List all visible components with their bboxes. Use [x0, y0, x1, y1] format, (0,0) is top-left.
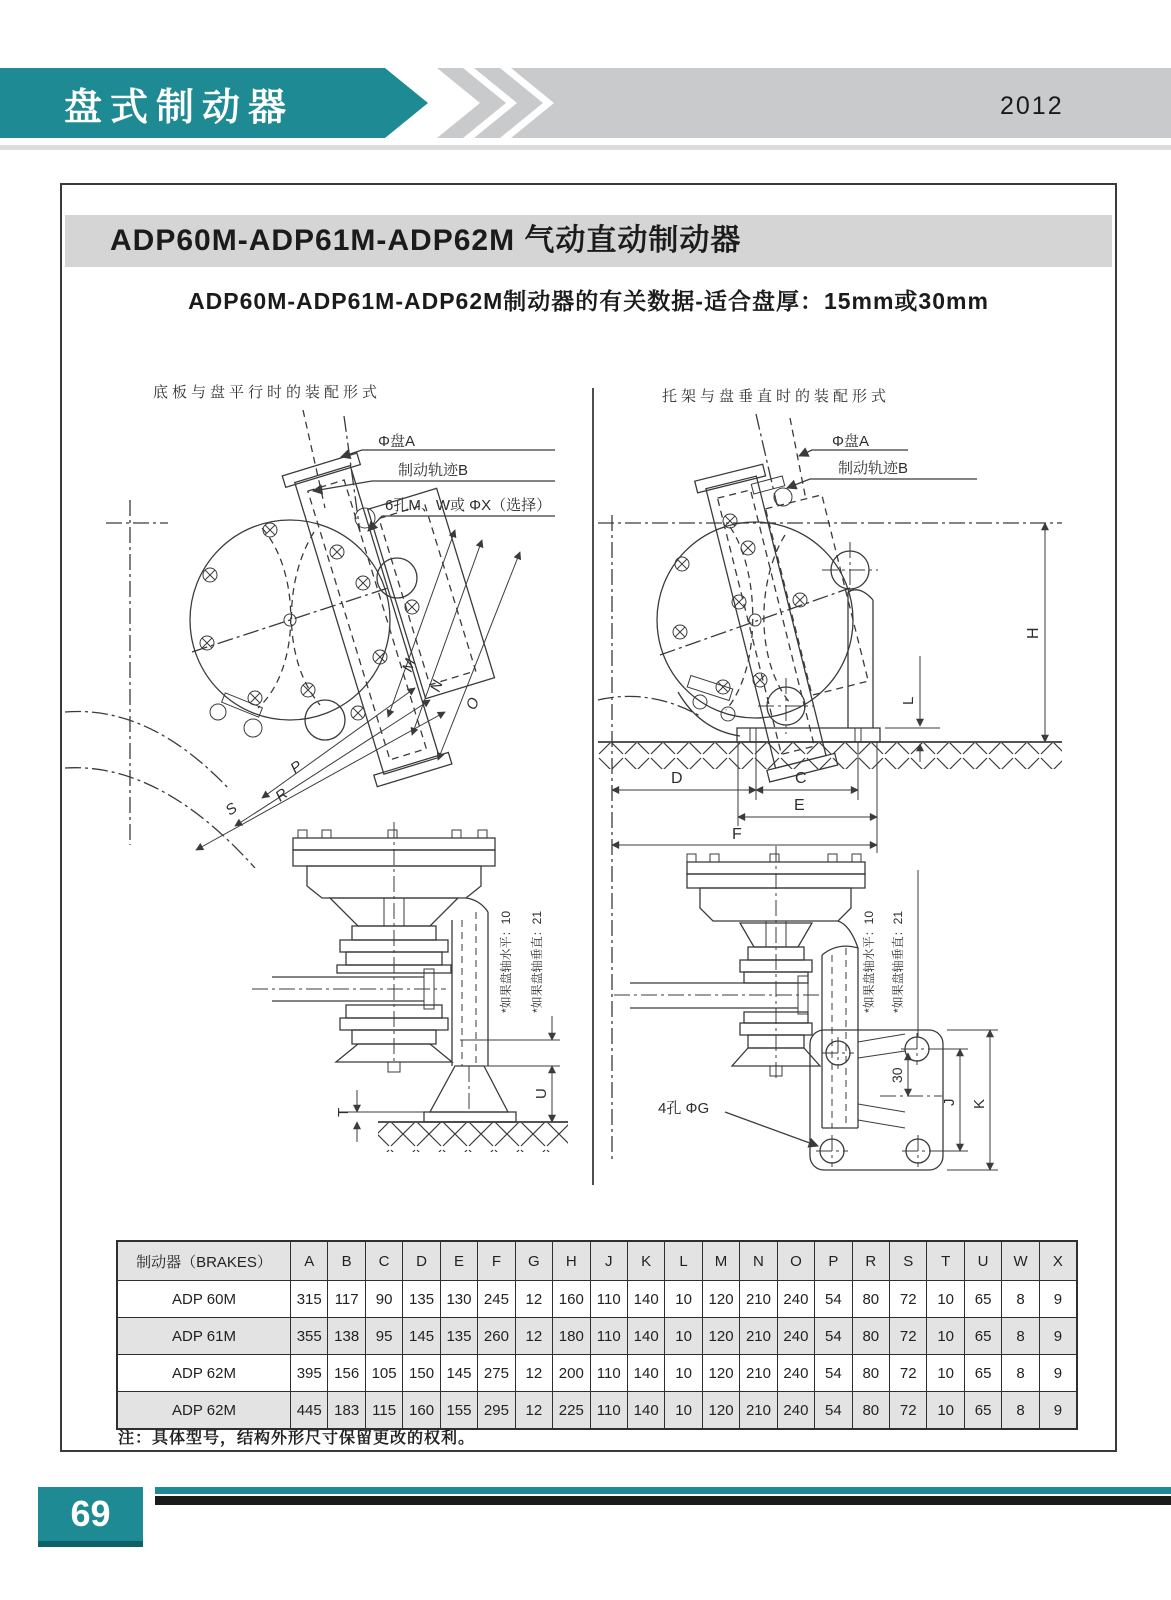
- dim-f: F: [732, 826, 742, 843]
- disc-diameter-label: Φ盘A: [378, 433, 415, 450]
- footer-black-bar: [155, 1496, 1171, 1505]
- table-row: [117, 1355, 1077, 1392]
- dim-value: 240: [777, 1318, 814, 1355]
- dim-value: 225: [553, 1392, 590, 1430]
- dim-value: 180: [553, 1318, 590, 1355]
- dim-value: 245: [478, 1281, 515, 1318]
- dim-value: 65: [964, 1318, 1001, 1355]
- dim-o: O: [463, 695, 484, 713]
- section-title: ADP60M-ADP61M-ADP62M 气动直动制动器: [65, 215, 1112, 267]
- dim-value: 355: [291, 1318, 328, 1355]
- dim-value: 72: [890, 1392, 927, 1430]
- dim-value: 150: [403, 1355, 440, 1392]
- brake-track-label: 制动轨迹B: [398, 462, 469, 479]
- dim-u: U: [533, 1088, 550, 1099]
- dim-value: 10: [665, 1281, 702, 1318]
- dim-value: 65: [964, 1392, 1001, 1430]
- dim-value: 115: [365, 1392, 402, 1430]
- dim-value: 90: [365, 1281, 402, 1318]
- dim-value: 130: [440, 1281, 477, 1318]
- column-header: C: [365, 1241, 402, 1281]
- dim-value: 140: [627, 1318, 664, 1355]
- dim-value: 140: [627, 1392, 664, 1430]
- dim-value: 8: [1002, 1355, 1039, 1392]
- dim-value: 12: [515, 1392, 552, 1430]
- dim-value: 80: [852, 1355, 889, 1392]
- brake-model: ADP 62M: [117, 1355, 291, 1392]
- dim-d: D: [671, 770, 683, 787]
- dim-value: 135: [440, 1318, 477, 1355]
- table-row: [117, 1392, 1077, 1430]
- holes-label: 6孔M、W或 ΦX（选择）: [385, 497, 552, 514]
- dim-value: 65: [964, 1281, 1001, 1318]
- dim-value: 12: [515, 1318, 552, 1355]
- dim-m: M: [399, 656, 420, 675]
- four-holes-label: 4孔 ΦG: [658, 1100, 710, 1117]
- table-row: [117, 1281, 1077, 1318]
- column-header: G: [515, 1241, 552, 1281]
- dim-value: 240: [777, 1392, 814, 1430]
- column-header: X: [1039, 1241, 1077, 1281]
- dim-value: 210: [740, 1281, 777, 1318]
- dim-value: 240: [777, 1281, 814, 1318]
- dim-value: 9: [1039, 1318, 1077, 1355]
- dim-value: 210: [740, 1355, 777, 1392]
- page-number-badge: 69: [38, 1487, 143, 1547]
- dim-value: 140: [627, 1281, 664, 1318]
- dim-value: 117: [328, 1281, 365, 1318]
- dim-value: 110: [590, 1355, 627, 1392]
- brakes-table-body: [117, 1281, 1077, 1430]
- dim-value: 156: [328, 1355, 365, 1392]
- dim-l: L: [900, 696, 917, 705]
- dim-value: 65: [964, 1355, 1001, 1392]
- dim-value: 9: [1039, 1281, 1077, 1318]
- brakes-table: [116, 1240, 1078, 1430]
- axis-horizontal-note: *如果盘轴水平：10: [862, 910, 876, 1014]
- dim-value: 72: [890, 1281, 927, 1318]
- dim-value: 80: [852, 1392, 889, 1430]
- footnote: 注：具体型号，结构外形尺寸保留更改的权利。: [118, 1430, 476, 1447]
- dim-value: 260: [478, 1318, 515, 1355]
- dim-value: 8: [1002, 1281, 1039, 1318]
- dim-value: 140: [627, 1355, 664, 1392]
- dim-value: 10: [927, 1392, 964, 1430]
- column-header: M: [702, 1241, 739, 1281]
- header-gray-band: [511, 68, 1171, 138]
- dim-k: K: [971, 1098, 988, 1109]
- dim-value: 72: [890, 1318, 927, 1355]
- dim-value: 200: [553, 1355, 590, 1392]
- dim-n: N: [427, 678, 447, 695]
- column-header: L: [665, 1241, 702, 1281]
- dim-value: 95: [365, 1318, 402, 1355]
- dim-value: 155: [440, 1392, 477, 1430]
- dim-value: 9: [1039, 1392, 1077, 1430]
- dim-value: 12: [515, 1281, 552, 1318]
- dim-value: 145: [440, 1355, 477, 1392]
- dim-value: 135: [403, 1281, 440, 1318]
- brake-track-label: 制动轨迹B: [838, 460, 909, 477]
- dim-value: 138: [328, 1318, 365, 1355]
- axis-horizontal-note: *如果盘轴水平：10: [499, 910, 513, 1014]
- dim-value: 120: [702, 1281, 739, 1318]
- dim-value: 54: [815, 1355, 852, 1392]
- dim-value: 8: [1002, 1392, 1039, 1430]
- dim-value: 110: [590, 1392, 627, 1430]
- column-header: U: [964, 1241, 1001, 1281]
- dim-value: 395: [291, 1355, 328, 1392]
- column-header: N: [740, 1241, 777, 1281]
- dim-j: J: [941, 1098, 958, 1106]
- dim-value: 240: [777, 1355, 814, 1392]
- left-drawing-title: 底板与盘平行时的装配形式: [153, 384, 382, 401]
- dim-value: 120: [702, 1392, 739, 1430]
- dim-value: 80: [852, 1318, 889, 1355]
- column-header: D: [403, 1241, 440, 1281]
- disc-diameter-label: Φ盘A: [832, 433, 869, 450]
- dim-value: 110: [590, 1318, 627, 1355]
- dim-value: 120: [702, 1355, 739, 1392]
- dim-value: 54: [815, 1281, 852, 1318]
- axis-vertical-note: *如果盘轴垂直：21: [530, 910, 544, 1014]
- footer-teal-bar: [155, 1487, 1171, 1494]
- catalog-year: 2012: [1000, 92, 1064, 120]
- dim-value: 10: [665, 1318, 702, 1355]
- dim-value: 110: [590, 1281, 627, 1318]
- dim-e: E: [794, 797, 805, 814]
- dim-offset-30: 30: [889, 1067, 905, 1083]
- dim-value: 9: [1039, 1355, 1077, 1392]
- column-header: K: [627, 1241, 664, 1281]
- dim-r: R: [272, 785, 292, 806]
- dim-value: 105: [365, 1355, 402, 1392]
- column-header: A: [291, 1241, 328, 1281]
- table-header-brakes: 制动器（BRAKES）: [117, 1241, 291, 1281]
- brake-model: ADP 61M: [117, 1318, 291, 1355]
- axis-vertical-note: *如果盘轴垂直：21: [891, 910, 905, 1014]
- dim-value: 295: [478, 1392, 515, 1430]
- dim-value: 10: [927, 1318, 964, 1355]
- brake-model: ADP 60M: [117, 1281, 291, 1318]
- dim-c: C: [795, 770, 807, 787]
- dim-value: 10: [927, 1355, 964, 1392]
- column-header: F: [478, 1241, 515, 1281]
- right-drawing-title: 托架与盘垂直时的装配形式: [662, 388, 891, 405]
- column-header: O: [777, 1241, 814, 1281]
- dim-value: 54: [815, 1318, 852, 1355]
- dim-value: 80: [852, 1281, 889, 1318]
- dim-s: S: [222, 799, 241, 820]
- column-header: R: [852, 1241, 889, 1281]
- header-underline: [0, 145, 1171, 150]
- dim-value: 445: [291, 1392, 328, 1430]
- brake-model: ADP 62M: [117, 1392, 291, 1430]
- dim-value: 145: [403, 1318, 440, 1355]
- dim-value: 183: [328, 1392, 365, 1430]
- dim-value: 210: [740, 1392, 777, 1430]
- brakes-table-wrap: [116, 1240, 1078, 1430]
- dim-value: 10: [665, 1355, 702, 1392]
- column-header: H: [553, 1241, 590, 1281]
- dim-value: 120: [702, 1318, 739, 1355]
- dim-value: 8: [1002, 1318, 1039, 1355]
- column-header: T: [927, 1241, 964, 1281]
- dim-p: P: [287, 757, 306, 778]
- column-header: P: [815, 1241, 852, 1281]
- section-subtitle: ADP60M-ADP61M-ADP62M制动器的有关数据-适合盘厚：15mm或30mm: [188, 288, 989, 314]
- page-title: 盘式制动器: [64, 87, 295, 129]
- technical-drawings: [60, 370, 1118, 1215]
- column-header: E: [440, 1241, 477, 1281]
- dim-value: 10: [927, 1281, 964, 1318]
- column-header: B: [328, 1241, 365, 1281]
- dim-value: 54: [815, 1392, 852, 1430]
- dim-value: 315: [291, 1281, 328, 1318]
- dim-value: 275: [478, 1355, 515, 1392]
- dim-value: 72: [890, 1355, 927, 1392]
- column-header: W: [1002, 1241, 1039, 1281]
- dim-t: T: [335, 1107, 352, 1117]
- table-row: [117, 1318, 1077, 1355]
- dim-value: 10: [665, 1392, 702, 1430]
- dim-value: 12: [515, 1355, 552, 1392]
- dim-value: 160: [403, 1392, 440, 1430]
- column-header: J: [590, 1241, 627, 1281]
- brakes-table-head-row: [117, 1241, 1077, 1281]
- dim-h: H: [1025, 627, 1042, 639]
- dim-value: 160: [553, 1281, 590, 1318]
- dim-value: 210: [740, 1318, 777, 1355]
- column-header: S: [890, 1241, 927, 1281]
